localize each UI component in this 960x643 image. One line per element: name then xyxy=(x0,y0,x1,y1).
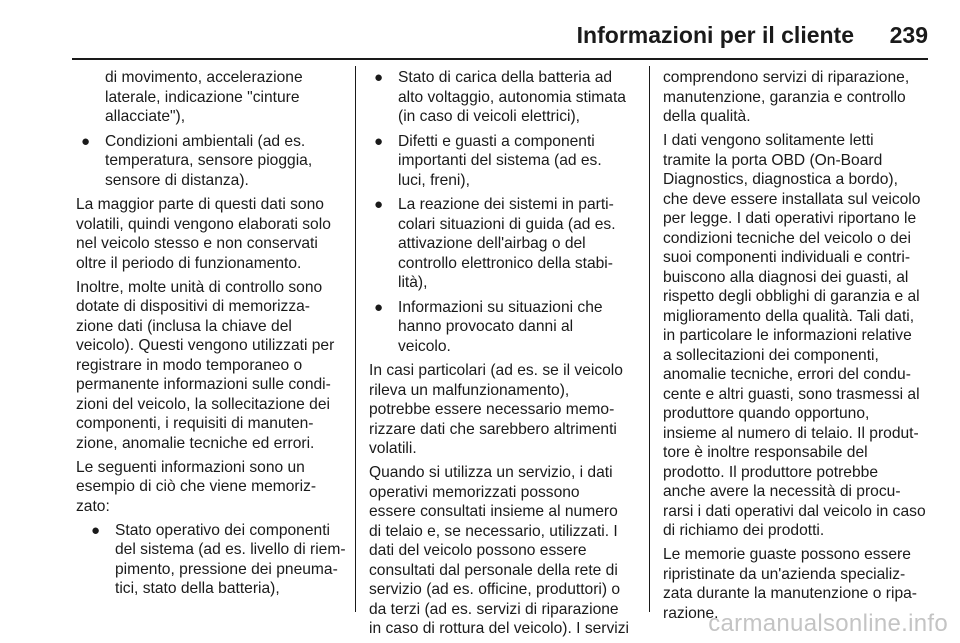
paragraph xyxy=(76,278,348,454)
text-line: laterale, indicazione "cinture xyxy=(105,88,300,106)
text-line: servizio (ad es. officine, produttori) o xyxy=(369,581,621,598)
paragraph xyxy=(663,131,935,541)
bullet-item xyxy=(76,132,348,191)
text-line: Diagnostics, diagnostica a bordo), xyxy=(663,171,898,188)
text-line: anomalie tecniche, errori del condu- xyxy=(663,366,911,383)
text-line: colari situazioni di guida (ad es. xyxy=(398,215,616,233)
bullet-text xyxy=(398,298,641,357)
text-line: rizzare dati che sarebbero altrimenti xyxy=(369,420,617,438)
text-line: zioni del veicolo, la sollecitazione dei xyxy=(76,395,330,413)
column-3 xyxy=(663,68,935,628)
text-line: Quando si utilizza un servizio, i dati xyxy=(369,464,613,481)
paragraph xyxy=(76,195,348,273)
text-line: zata durante la manutenzione o ripa- xyxy=(663,585,917,602)
text-line: zione, anomalie tecniche ed errori. xyxy=(76,434,315,452)
text-line: di movimento, accelerazione xyxy=(105,69,303,86)
bullet-text xyxy=(115,521,348,599)
text-line: veicolo). Questi vengono utilizzati per xyxy=(76,337,335,354)
text-line: miglioramento della qualità. Tali dati, xyxy=(663,307,915,325)
paragraph xyxy=(663,68,935,127)
text-line: zato: xyxy=(76,497,110,515)
text-line: hanno provocato danni al xyxy=(398,318,574,335)
text-line: Informazioni su situazioni che xyxy=(398,298,603,316)
bullet-glyph: ● xyxy=(374,132,384,150)
text-line: lità), xyxy=(398,274,428,291)
text-line: luci, freni), xyxy=(398,171,470,189)
text-line: Stato di carica della batteria ad xyxy=(398,69,613,86)
text-line: Stato operativo dei componenti xyxy=(115,521,330,539)
paragraph xyxy=(76,458,348,517)
text-line: esempio di ciò che viene memoriz- xyxy=(76,478,317,495)
bullet-glyph: ● xyxy=(374,298,384,316)
text-line: Condizioni ambientali (ad es. xyxy=(105,132,306,150)
bullet-glyph: ● xyxy=(374,196,384,213)
text-line: tramite la porta OBD (On-Board xyxy=(663,151,883,169)
text-line: Le memorie guaste possono essere xyxy=(663,546,911,563)
text-line: allacciate"), xyxy=(105,108,186,125)
text-line: veicolo. xyxy=(398,337,451,355)
text-line: del sistema (ad es. livello di riem- xyxy=(115,541,346,558)
text-line: operativi memorizzati possono xyxy=(369,483,580,501)
text-line: Difetti e guasti a componenti xyxy=(398,132,595,150)
text-line: zione dati (inclusa la chiave del xyxy=(76,317,292,335)
text-line: rarsi i dati operativi dal veicolo in caso xyxy=(663,502,926,520)
text-line: temperatura, sensore pioggia, xyxy=(105,152,313,169)
continued-bullet-text xyxy=(76,68,348,127)
text-line: permanente informazioni sulle condi- xyxy=(76,376,331,393)
bullet-glyph: ● xyxy=(374,69,384,86)
text-line: manutenzione, garanzia e controllo xyxy=(663,88,906,106)
text-line: tore è inoltre responsabile del xyxy=(663,444,868,461)
text-line: dotate di dispositivi di memorizza- xyxy=(76,298,310,315)
bullet-glyph: ● xyxy=(81,132,91,150)
text-line: importanti del sistema (ad es. xyxy=(398,152,602,169)
text-line: alto voltaggio, autonomia stimata xyxy=(398,88,626,106)
text-line: condizioni tecniche del veicolo o dei xyxy=(663,229,911,247)
page-title: Informazioni per il cliente xyxy=(576,22,854,48)
watermark: carmanualsonline.info xyxy=(708,610,948,637)
text-line: volatili. xyxy=(369,440,417,457)
paragraph xyxy=(369,463,641,639)
paragraph xyxy=(369,361,641,459)
text-line: produttore quando opportuno, xyxy=(663,405,870,422)
text-line: di richiamo dei prodotti. xyxy=(663,522,825,539)
text-line: registrare in modo temporaneo o xyxy=(76,356,303,374)
text-line: prodotto. Il produttore potrebbe xyxy=(663,463,878,481)
bullet-item xyxy=(86,521,348,599)
text-line: (in caso di veicoli elettrici), xyxy=(398,108,580,125)
text-line: sensore di distanza). xyxy=(105,171,249,189)
text-line: volatili, quindi vengono elaborati solo xyxy=(76,215,331,233)
text-line: cente e altri guasti, sono trasmessi al xyxy=(663,385,920,403)
text-line: buiscono alla diagnosi dei guasti, al xyxy=(663,268,909,286)
text-line: che deve essere installata sul veicolo xyxy=(663,190,921,208)
text-line: in caso di rottura del veicolo). I servizi xyxy=(369,620,629,637)
text-line: insieme al numero di telaio. Il produt- xyxy=(663,424,919,442)
text-line: nel veicolo stesso e non conservati xyxy=(76,235,318,252)
column-divider-2 xyxy=(649,66,650,612)
text-line: di telaio e, se necessario, utilizzati. I xyxy=(369,522,618,540)
text-line: in particolare le informazioni relative xyxy=(663,327,912,344)
text-line: essere consultati insieme al numero xyxy=(369,503,618,520)
text-line: a sollecitazioni dei componenti, xyxy=(663,346,879,364)
bullet-item xyxy=(369,68,641,127)
text-line: da terzi (ad es. servizi di riparazione xyxy=(369,600,619,618)
text-line: rispetto degli obblighi di garanzia e al xyxy=(663,288,920,305)
text-line: La maggior parte di questi dati sono xyxy=(76,196,324,213)
text-line: suoi componenti individuali e contri- xyxy=(663,249,911,266)
text-line: tici, stato della batteria), xyxy=(115,580,280,597)
text-line: ripristinate da un'azienda specializ- xyxy=(663,565,906,583)
bullet-item xyxy=(369,132,641,191)
bullet-item xyxy=(369,298,641,357)
text-line: Inoltre, molte unità di controllo sono xyxy=(76,278,323,296)
text-line: La reazione dei sistemi in parti- xyxy=(398,196,614,213)
bullet-text xyxy=(105,132,348,191)
text-line: potrebbe essere necessario memo- xyxy=(369,401,615,418)
text-line: razione. xyxy=(663,604,719,622)
text-line: componenti, i requisiti di manuten- xyxy=(76,415,314,432)
text-line: oltre il periodo di funzionamento. xyxy=(76,254,302,272)
page-number: 239 xyxy=(889,22,928,48)
text-line: I dati vengono solitamente letti xyxy=(663,132,874,149)
text-line: pimento, pressione dei pneuma- xyxy=(115,560,338,578)
bullet-text xyxy=(398,195,641,293)
bullet-item xyxy=(369,195,641,293)
column-divider-1 xyxy=(355,66,356,612)
text-line: Le seguenti informazioni sono un xyxy=(76,458,305,476)
header-rule xyxy=(72,58,928,60)
text-line: per legge. I dati operativi riportano le xyxy=(663,210,917,227)
page-header xyxy=(72,6,928,64)
text-line: anche avere la necessità di procu- xyxy=(663,483,901,500)
bullet-glyph: ● xyxy=(91,521,101,539)
text-line: della qualità. xyxy=(663,108,751,125)
bullet-text xyxy=(398,68,641,127)
column-2 xyxy=(369,68,641,643)
text-line: In casi particolari (ad es. se il veicolo xyxy=(369,362,623,379)
text-line: attivazione dell'airbag o del xyxy=(398,235,586,252)
text-line: controllo elettronico della stabi- xyxy=(398,254,613,272)
text-line: rileva un malfunzionamento), xyxy=(369,381,570,399)
bullet-text xyxy=(398,132,641,191)
text-line: consultati dal personale della rete di xyxy=(369,561,618,579)
column-1 xyxy=(76,68,348,604)
text-line: dati del veicolo possono essere xyxy=(369,542,587,559)
text-line: comprendono servizi di riparazione, xyxy=(663,69,910,86)
